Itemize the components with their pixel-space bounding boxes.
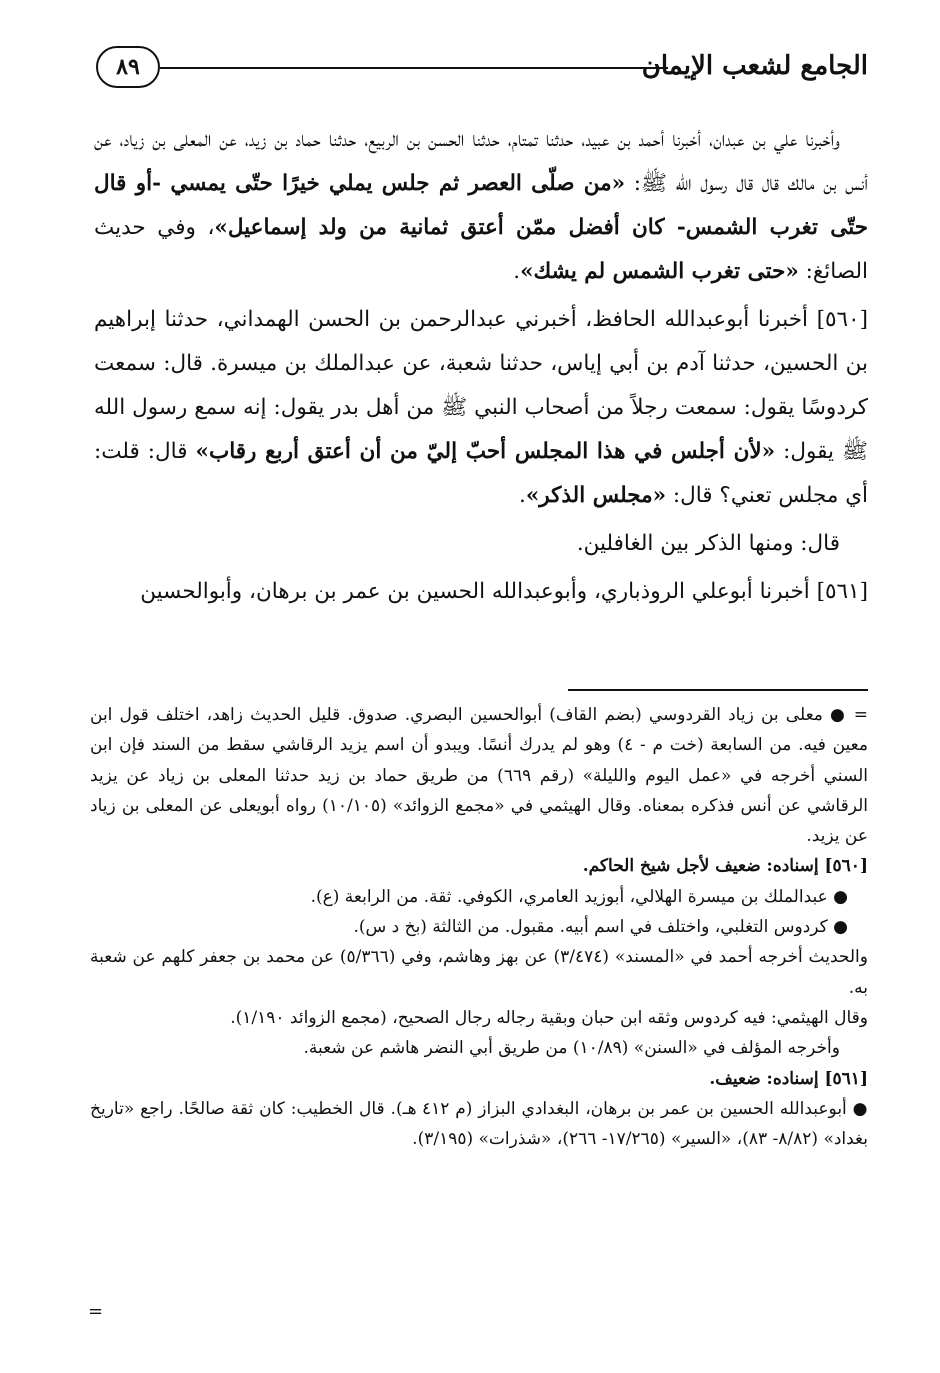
footnotes [90, 700, 868, 1154]
paragraph-561 [94, 570, 868, 614]
isnad-text-2: ، وفي حديث الصائغ: [94, 215, 868, 284]
footnote-560-haythami: وقال الهيثمي: فيه كردوس وثقه ابن حبان وبقية رجاله رجال الصحيح، (مجمع الزوائد ١/١٩٠). [230, 1007, 868, 1028]
footnote-561-narrator-1: ● أبوعبدالله الحسين بن عمر بن برهان، البغدادي البزاز (م ٤١٢ هـ). قال الخطيب: كان ثقة صالحًا. راجع «تاريخ بغداد» (٨/٨٢- ٨٣)، «السير» (١٧/٢٦٥- ٢٦٦)، «شذرات» (٣/١٩٥). [90, 1098, 869, 1150]
footnote-divider [568, 689, 868, 691]
paragraph-1 [94, 118, 868, 294]
header-rule [160, 67, 668, 69]
period: . [513, 259, 521, 284]
period-560: . [519, 483, 526, 508]
footnote-560-sunan: وأخرجه المؤلف في «السنن» (١٠/٨٩) من طريق أبي النضر هاشم عن شعبة. [303, 1038, 840, 1059]
paragraph-qala: قال: ومنها الذكر بين الغافلين. [576, 531, 840, 556]
hadith-number-560: [٥٦٠] [816, 307, 868, 332]
isnad-560: أخبرنا أبوعبدالله الحافظ، أخبرني عبدالرحمن بن الحسن الهمداني، حدثنا إبراهيم بن الحسين، حدثنا آدم بن أبي إياس، حدثنا شعبة، عن عبدالملك بن ميسرة. قال: سمعت كردوسًا يقول: سمعت رجلاً من أصحاب النبي ﷺ من أهل بدر يقول: إنه سمع رسول الله ﷺ يقول: [94, 307, 868, 464]
page-header [96, 44, 868, 100]
continuation-mark: = [88, 1301, 104, 1322]
footnote-560-takhrij: والحديث أخرجه أحمد في «المسند» (٣/٤٧٤) عن بهز وهاشم، وفي (٥/٣٦٦) عن محمد بن جعفر كلهم عن شعبة به. [90, 947, 868, 998]
footnote-561-heading: [٥٦١] إسناده: ضعيف. [709, 1068, 868, 1089]
footnote-560-narrator-1: ● عبدالملك بن ميسرة الهلالي، أبوزيد العامري، الكوفي. ثقة. من الرابعة (ع). [310, 886, 848, 907]
book-title: الجامع لشعب الإيمان [641, 51, 868, 81]
paragraph-560 [94, 298, 868, 518]
footnote-continued: = ● معلى بن زياد القردوسي (بضم القاف) أبوالحسين البصري. صدوق. قليل الحديث زاهد، اختلف قول ابن معين فيه. من السابعة (خت م - ٤) وهو لم يدرك أنسًا. ويبدو أن اسم يزيد الرقاشي سقط من السند فإن ابن السني أخرجه في «عمل اليوم والليلة» (رقم ٦٦٩) من طريق حماد بن زيد حدثنا المعلى بن زياد عن يزيد الرقاشي عن أنس فذكره بمعناه. وقال الهيثمي في «مجمع الزوائد» (١٠/١٠٥) رواه أبويعلى عن المعلى بن زياد عن يزيد. [90, 705, 869, 847]
page-number: ٨٩ [96, 46, 160, 88]
hadith-560: «لأن أجلس في هذا المجلس أحبّ إليّ من أن أعتق أربع رقاب» [195, 439, 776, 464]
footnote-560-heading: [٥٦٠] إسناده: ضعيف لأجل شيخ الحاكم. [582, 856, 868, 877]
main-text [94, 118, 868, 618]
hadith-560-2: «مجلس الذكر» [525, 483, 667, 508]
hadith-text: «من صلّى العصر ثم جلس يملي خيرًا حتّى يمسي -أو قال حتّى تغرب الشمس- كان أفضل ممّن أعتق ثمانية من ولد إسماعيل» [94, 171, 869, 240]
isnad-561: أخبرنا أبوعلي الروذباري، وأبوعبدالله الحسين بن عمر بن برهان، وأبوالحسين [140, 579, 817, 604]
dialogue-560: قال: قلت: أي مجلس تعني؟ قال: [94, 439, 868, 508]
hadith-number-561: [٥٦١] [816, 579, 868, 604]
hadith-text-2: «حتى تغرب الشمس لم يشك» [520, 259, 799, 284]
isnad-text: وأخبرنا علي بن عبدان، أخبرنا أحمد بن عبيد، حدثنا تمتام، حدثنا الحسن بن الربيع، حدثنا حماد بن زيد، عن المعلى بن زياد، عن أنس بن مالك قال قال رسول الله ﷺ: [94, 127, 868, 196]
footnote-560-narrator-2: ● كردوس التغلبي، واختلف في اسم أبيه. مقبول. من الثالثة (بخ د س). [353, 917, 848, 938]
